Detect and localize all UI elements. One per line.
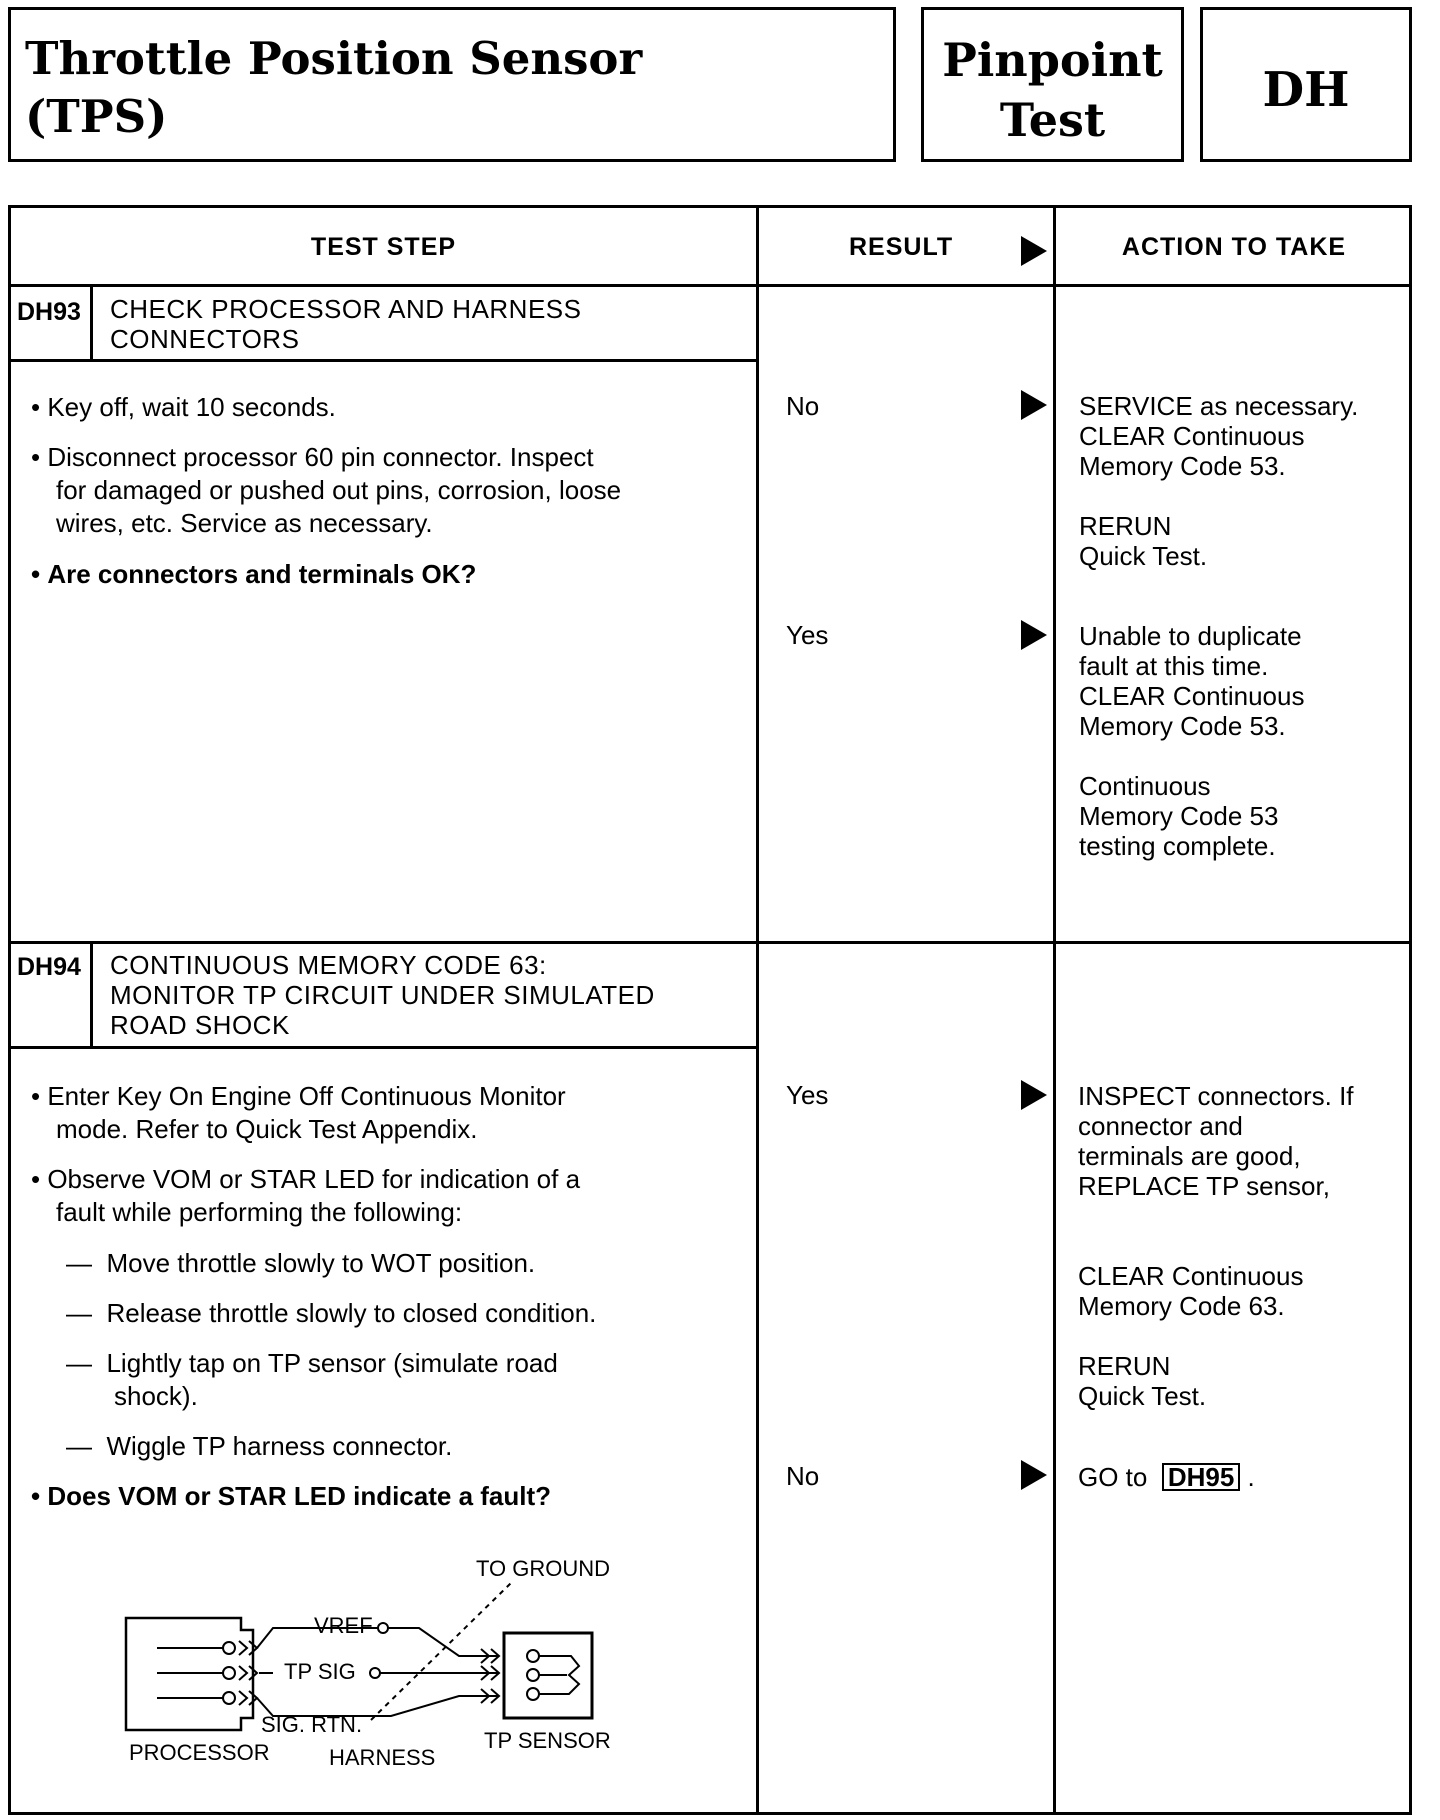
terminal bbox=[239, 1691, 257, 1705]
sub-step-item: — Release throttle slowly to closed condition. bbox=[66, 1298, 597, 1328]
test-table bbox=[8, 205, 1412, 1815]
tps-wiring-diagram bbox=[11, 208, 756, 1818]
potentiometer-icon bbox=[539, 1656, 579, 1694]
test-type-box bbox=[921, 7, 1184, 162]
instruction-question: • Does VOM or STAR LED indicate a fault? bbox=[31, 1481, 552, 1511]
result-value: No bbox=[786, 1461, 820, 1491]
column-header-test-step: TEST STEP bbox=[310, 233, 457, 261]
pin bbox=[527, 1669, 539, 1681]
action-text: GO to DH95 . bbox=[1078, 1462, 1255, 1492]
pin bbox=[527, 1650, 539, 1662]
action-text: Continuous Memory Code 53 testing complete. bbox=[1079, 771, 1279, 861]
column-header-result: RESULT bbox=[849, 233, 954, 261]
instruction-item: • Disconnect processor 60 pin connector. Inspect for damaged or pushed out pins, corrosion, loose wires, etc. Service as necessary. bbox=[31, 442, 622, 538]
label-tp-sig: TP SIG bbox=[284, 1659, 356, 1684]
action-text: INSPECT connectors. If connector and terminals are good, REPLACE TP sensor, bbox=[1078, 1081, 1354, 1201]
pin bbox=[527, 1688, 539, 1700]
instruction-question: • Are connectors and terminals OK? bbox=[31, 559, 477, 589]
step-id: DH94 bbox=[17, 953, 81, 981]
terminal bbox=[239, 1641, 257, 1655]
action-text: RERUN Quick Test. bbox=[1078, 1351, 1207, 1411]
arrow-right-icon bbox=[1021, 1080, 1047, 1110]
step-title: CHECK PROCESSOR AND HARNESS CONNECTORS bbox=[110, 294, 582, 354]
splice bbox=[378, 1623, 388, 1633]
arrow-right-icon bbox=[1021, 1460, 1047, 1490]
label-tp-sensor: TP SENSOR bbox=[484, 1728, 611, 1753]
action-text: SERVICE as necessary. CLEAR Continuous Memory Code 53. bbox=[1079, 391, 1359, 481]
pin bbox=[223, 1642, 235, 1654]
step-reference[interactable]: DH95 bbox=[1162, 1463, 1240, 1491]
label-vref: VREF bbox=[314, 1613, 373, 1638]
splice bbox=[370, 1668, 380, 1678]
vref-wire bbox=[257, 1628, 499, 1656]
column-header-action: ACTION TO TAKE bbox=[1121, 233, 1347, 261]
result-value: Yes bbox=[786, 620, 829, 650]
label-sig-rtn: SIG. RTN. bbox=[261, 1712, 363, 1737]
test-type: Pinpoint Test bbox=[942, 33, 1163, 147]
title-box bbox=[8, 7, 896, 162]
instruction-item: • Observe VOM or STAR LED for indication of a fault while performing the following: bbox=[31, 1164, 581, 1227]
test-code: DH bbox=[1262, 62, 1350, 118]
action-text: RERUN Quick Test. bbox=[1079, 511, 1208, 571]
arrow-right-icon bbox=[1021, 236, 1047, 266]
label-to-ground: TO GROUND bbox=[476, 1556, 611, 1581]
sub-step-item: — Wiggle TP harness connector. bbox=[66, 1431, 453, 1461]
code-box bbox=[1200, 7, 1412, 162]
ground-line bbox=[371, 1583, 511, 1720]
arrow-right-icon bbox=[1021, 390, 1047, 420]
label-harness: HARNESS bbox=[329, 1745, 436, 1770]
pin bbox=[223, 1667, 235, 1679]
column-divider bbox=[756, 208, 759, 1812]
step-title: CONTINUOUS MEMORY CODE 63: MONITOR TP CIRCUIT UNDER SIMULATED ROAD SHOCK bbox=[110, 950, 655, 1040]
label-processor: PROCESSOR bbox=[129, 1740, 270, 1765]
sub-step-item: — Lightly tap on TP sensor (simulate road shock). bbox=[66, 1348, 558, 1411]
instruction-item: • Key off, wait 10 seconds. bbox=[31, 392, 336, 422]
page-title: Throttle Position Sensor (TPS) bbox=[25, 32, 643, 143]
terminal bbox=[239, 1666, 257, 1680]
instruction-item: • Enter Key On Engine Off Continuous Monitor mode. Refer to Quick Test Appendix. bbox=[31, 1081, 566, 1144]
sub-step-item: — Move throttle slowly to WOT position. bbox=[66, 1248, 536, 1278]
action-text: CLEAR Continuous Memory Code 63. bbox=[1078, 1261, 1304, 1321]
column-divider bbox=[1053, 208, 1056, 1812]
result-value: Yes bbox=[786, 1080, 829, 1110]
pin bbox=[223, 1692, 235, 1704]
step-id: DH93 bbox=[17, 298, 81, 326]
action-text: Unable to duplicate fault at this time. CLEAR Continuous Memory Code 53. bbox=[1079, 621, 1305, 741]
result-value: No bbox=[786, 391, 820, 421]
arrow-right-icon bbox=[1021, 620, 1047, 650]
